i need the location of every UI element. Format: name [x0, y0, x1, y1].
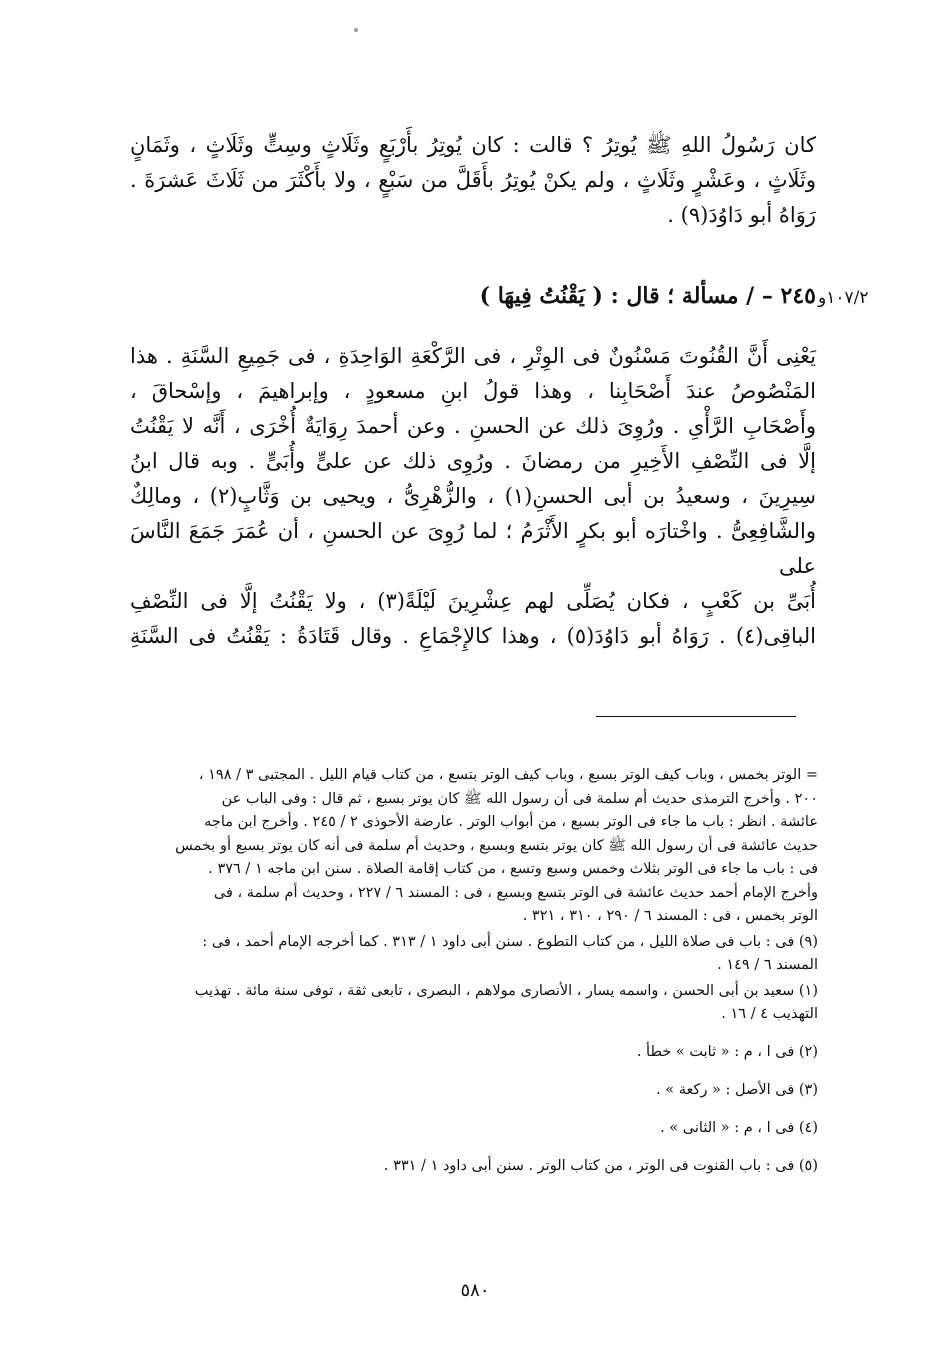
paragraph-line: وأَصْحَابِ الرَّأْىِ . ورُوِىَ ذلك عن الحسنِ . وعن أحمدَ رِوَايَةٌ أُخْرَى ، أَنَّه لا يَقْنُتُ: [130, 414, 816, 438]
footnote-divider: [596, 716, 796, 717]
paragraph-line: المَنْصُوصُ عندَ أَصْحَابِنا ، وهذا قولُ ابنِ مسعودٍ ، وإبراهيمَ ، وإسْحاقَ ،: [130, 379, 816, 403]
footnote-1: [130, 980, 818, 1027]
footnote-line: المسند ٦ / ١٤٩ .: [717, 957, 818, 973]
footnote-line: حديث عائشة فى أن رسول الله ﷺ كان يوتر بتسع وبسبع ، وحديث أم سلمة فى أنه كان يوتر بسبع أو بخمس: [175, 837, 818, 854]
page-number: ٥٨٠: [460, 1280, 490, 1301]
footnote-line: التهذيب ٤ / ١٦ .: [721, 1006, 818, 1022]
intro-line-3: رَوَاهُ أبو دَاوُدَ(٩) .: [667, 203, 816, 227]
footnote-3: (٣) فى الأصل : « ركعة » .: [656, 1082, 818, 1098]
section-heading: [430, 283, 816, 323]
margin-folio-reference: ١٠٧/٢و: [818, 288, 869, 308]
paragraph-line: يَعْنِى أَنَّ القُنُوتَ مَسْنُونٌ فى الوِتْرِ ، فى الرَّكْعَةِ الوَاحِدَةِ ، فى جَمِيعِ السَّنَةِ . هذا: [130, 344, 816, 368]
footnotes-section: [130, 764, 818, 1193]
footnote-line: ٢٠٠ . وأخرج الترمذى حديث أم سلمة فى أن رسول الله ﷺ كان يوتر بسبع ، ثم قال : وفى الباب عن: [221, 790, 818, 807]
intro-line-1: كان رَسُولُ اللهِ ﷺ يُوتِرُ ؟ قالت : كان يُوتِرُ بأَرْبَعٍ وثَلَاثٍ وسِتٍّ وثَلَاثٍ ، وثَمَانٍ: [130, 133, 816, 157]
paragraph-line: أُبَىِّ بن كَعْبٍ ، فكان يُصَلِّى لهم عِشْرِينَ لَيْلَةً(٣) ، ولا يَقْنُتُ إلَّا فى النِّصْفِ: [130, 589, 817, 613]
footnote-9: [130, 931, 818, 978]
section-number: ٢٤٥: [780, 283, 816, 309]
footnote-line: الوتر بخمس ، فى : المسند ٦ / ٢٩٠ ، ٣١٠ ، ٣٢١ .: [522, 908, 818, 924]
footnote-line: وأخرج الإمام أحمد حديث عائشة فى الوتر بتسع وبسبع ، فى : المسند ٦ / ٢٢٧ ، وحديث أم سلمة ، فى: [213, 884, 818, 901]
footnote-line: = الوتر بخمس ، وباب كيف الوتر بسبع ، وباب كيف الوتر بتسع ، من كتاب قيام الليل . المجتبى ٣ / ١٩٨ ،: [198, 767, 818, 783]
footnote-line: (٩) فى : باب فى صلاة الليل ، من كتاب التطوع . سنن أبى داود ١ / ٣١٣ . كما أخرجه الإمام أحمد ، فى :: [202, 933, 818, 950]
section-title: – / مسألة ؛ قال : ( يَقْنُتُ فِيهَا ): [479, 283, 773, 309]
footnote-4: (٤) فى ا ، م : « الثانى » .: [660, 1120, 818, 1136]
footnote-line: (١) سعيد بن أبى الحسن ، واسمه يسار ، الأنصارى مولاهم ، البصرى ، تابعى ثقة ، توفى سنة مائة . تهذيب: [194, 982, 818, 999]
footnote-2: (٢) فى ا ، م : « ثابت » خطأ .: [636, 1044, 818, 1060]
paragraph-line: الباقِى(٤) . رَوَاهُ أبو دَاوُدَ(٥) ، وهذا كالإِجْمَاعِ . وقال قَتَادَةُ : يَقْنُتُ فى السَّنَةِ: [130, 624, 816, 648]
paragraph-line: سِيرِينَ ، وسعيدُ بن أبى الحسنِ(١) ، والزُّهْرِىُّ ، ويحيى بن وَثَّابٍ(٢) ، ومالِكٌ: [130, 484, 816, 508]
paragraph-line: إلَّا فى النِّصْفِ الأَخِيرِ من رمضانَ . ورُوِى ذلك عن علىٍّ وأُبَىٍّ . وبه قال ابنُ: [130, 449, 816, 473]
footnote-line: عائشة . انظر : باب ما جاء فى الوتر بسبع ، من أبواب الوتر . عارضة الأحوذى ٢ / ٢٤٥ . وأخرج ابن ماجه: [204, 814, 818, 830]
main-paragraph: [130, 339, 816, 654]
intro-line-2: وثَلَاثٍ ، وعَشْرٍ وثَلَاثٍ ، ولم يكنْ يُوتِرُ بأَقَلَّ من سَبْعٍ ، ولا بأَكْثَرَ من ثَلَاثَ عَشرَةَ .: [130, 168, 816, 192]
intro-paragraph: [130, 128, 816, 233]
scan-speck: [354, 28, 358, 32]
footnote-5: (٥) فى : باب القنوت فى الوتر ، من كتاب الوتر . سنن أبى داود ١ / ٣٣١ .: [383, 1158, 818, 1174]
footnote-line: فى : باب ما جاء فى الوتر بثلاث وخمس وسبع وتسع ، من كتاب إقامة الصلاة . سنن ابن ماجه ١ / ٣٧٦ .: [208, 861, 818, 877]
footnote-continuation: [130, 764, 818, 929]
paragraph-line: والشَّافِعِىُّ . واخْتارَه أبو بكرٍ الأَثْرَمُ ؛ لما رُوِىَ عن الحسنِ ، أن عُمَرَ جَمَعَ النَّاسَ على: [130, 519, 816, 578]
